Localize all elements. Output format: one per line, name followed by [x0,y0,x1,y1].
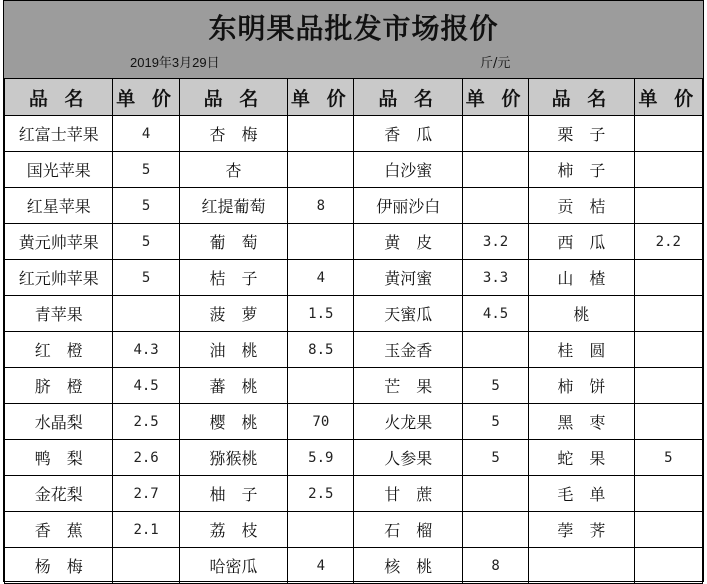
product-name-cell[interactable]: 火龙果 [354,404,462,440]
table-row [5,440,703,476]
table-row [5,332,703,368]
product-name-cell[interactable]: 玉金香 [354,332,462,368]
unit-price-cell[interactable] [462,332,528,368]
header-product-name[interactable]: 品 名 [529,79,634,116]
unit-price-cell[interactable]: 3.2 [462,224,528,260]
unit-price-cell[interactable]: 5 [462,368,528,404]
unit-price-cell[interactable] [634,512,702,548]
header-unit-price[interactable]: 单 价 [288,79,354,116]
unit-price-cell[interactable]: 5 [462,440,528,476]
unit-price-cell[interactable]: 2.5 [288,476,354,512]
product-name-cell[interactable]: 人参果 [354,440,462,476]
unit-price-cell[interactable] [113,548,179,584]
table-body [5,116,703,584]
price-table [4,78,703,584]
unit-price-cell[interactable]: 4.5 [113,368,179,404]
unit-price-cell[interactable]: 5.9 [288,440,354,476]
unit-price-cell[interactable]: 4.5 [462,296,528,332]
product-name-cell[interactable]: 蛇 果 [529,440,634,476]
price-unit: 斤/元 [480,56,511,71]
unit-price-cell[interactable]: 2.5 [113,404,179,440]
unit-price-cell[interactable] [462,116,528,152]
unit-price-cell[interactable]: 2.2 [634,224,702,260]
unit-price-cell[interactable] [634,260,702,296]
unit-price-cell[interactable]: 5 [113,188,179,224]
unit-price-cell[interactable]: 8.5 [288,332,354,368]
product-name-cell[interactable]: 黑 枣 [529,404,634,440]
unit-price-cell[interactable]: 2.7 [113,476,179,512]
product-name-cell[interactable]: 黄河蜜 [354,260,462,296]
unit-price-cell[interactable] [634,296,702,332]
unit-price-cell[interactable] [634,152,702,188]
header-product-name[interactable]: 品 名 [5,79,113,116]
unit-price-cell[interactable] [462,188,528,224]
product-name-cell[interactable]: 柚 子 [179,476,287,512]
unit-price-cell[interactable]: 4 [288,548,354,584]
product-name-cell[interactable]: 荸 荠 [529,512,634,548]
unit-price-cell[interactable]: 5 [634,440,702,476]
product-name-cell[interactable]: 蕃 桃 [179,368,287,404]
table-row [5,296,703,332]
product-name-cell[interactable]: 白沙蜜 [354,152,462,188]
unit-price-cell[interactable]: 5 [462,404,528,440]
unit-price-cell[interactable] [462,476,528,512]
product-name-cell[interactable]: 桃 [529,296,634,332]
unit-price-cell[interactable] [634,116,702,152]
unit-price-cell[interactable]: 4 [113,116,179,152]
unit-price-cell[interactable] [288,512,354,548]
sheet-title: 东明果品批发市场报价 [208,12,499,45]
product-name-cell[interactable]: 杏 梅 [179,116,287,152]
table-row [5,188,703,224]
unit-price-cell[interactable]: 2.1 [113,512,179,548]
product-name-cell[interactable]: 青苹果 [5,296,113,332]
unit-price-cell[interactable] [634,476,702,512]
product-name-cell[interactable]: 贡 桔 [529,188,634,224]
unit-price-cell[interactable] [634,548,702,584]
header-product-name[interactable]: 品 名 [354,79,462,116]
product-name-cell[interactable]: 核 桃 [354,548,462,584]
product-name-cell[interactable]: 鸭 梨 [5,440,113,476]
product-name-cell[interactable]: 甘 蔗 [354,476,462,512]
product-name-cell[interactable]: 红提葡萄 [179,188,287,224]
unit-price-cell[interactable]: 5 [113,260,179,296]
product-name-cell[interactable]: 樱 桃 [179,404,287,440]
unit-price-cell[interactable]: 5 [113,152,179,188]
product-name-cell[interactable]: 国光苹果 [5,152,113,188]
unit-price-cell[interactable] [288,368,354,404]
product-name-cell[interactable]: 栗 子 [529,116,634,152]
table-row [5,260,703,296]
header-unit-price[interactable]: 单 价 [634,79,702,116]
unit-price-cell[interactable] [462,152,528,188]
table-row [5,152,703,188]
table-row [5,476,703,512]
product-name-cell[interactable]: 红 橙 [5,332,113,368]
unit-price-cell[interactable]: 4.3 [113,332,179,368]
product-name-cell[interactable]: 西 瓜 [529,224,634,260]
product-name-cell[interactable]: 柿 饼 [529,368,634,404]
product-name-cell[interactable]: 菠 萝 [179,296,287,332]
product-name-cell[interactable]: 桔 子 [179,260,287,296]
unit-price-cell[interactable]: 5 [113,224,179,260]
product-name-cell[interactable]: 红富士苹果 [5,116,113,152]
unit-price-cell[interactable] [634,332,702,368]
unit-price-cell[interactable] [113,296,179,332]
product-name-cell[interactable]: 红星苹果 [5,188,113,224]
unit-price-cell[interactable]: 3.3 [462,260,528,296]
header-product-name[interactable]: 品 名 [179,79,287,116]
table-row [5,512,703,548]
unit-price-cell[interactable] [288,116,354,152]
unit-price-cell[interactable] [288,152,354,188]
product-name-cell[interactable]: 山 楂 [529,260,634,296]
table-row [5,404,703,440]
product-name-cell[interactable]: 水晶梨 [5,404,113,440]
product-name-cell[interactable]: 哈密瓜 [179,548,287,584]
header-unit-price[interactable]: 单 价 [462,79,528,116]
product-name-cell[interactable]: 桂 圆 [529,332,634,368]
unit-price-cell[interactable] [634,404,702,440]
product-name-cell[interactable]: 油 桃 [179,332,287,368]
table-row [5,548,703,584]
product-name-cell[interactable]: 红元帅苹果 [5,260,113,296]
product-name-cell[interactable]: 香 蕉 [5,512,113,548]
product-name-cell[interactable]: 天蜜瓜 [354,296,462,332]
unit-price-cell[interactable]: 70 [288,404,354,440]
product-name-cell[interactable]: 黄元帅苹果 [5,224,113,260]
unit-price-cell[interactable] [634,368,702,404]
product-name-cell[interactable]: 荔 枝 [179,512,287,548]
product-name-cell[interactable]: 毛 单 [529,476,634,512]
product-name-cell[interactable]: 香 瓜 [354,116,462,152]
product-name-cell[interactable]: 猕猴桃 [179,440,287,476]
product-name-cell[interactable]: 杨 梅 [5,548,113,584]
product-name-cell[interactable]: 金花梨 [5,476,113,512]
header-unit-price[interactable]: 单 价 [113,79,179,116]
unit-price-cell[interactable]: 2.6 [113,440,179,476]
price-sheet [3,0,704,582]
title-bar [4,1,703,79]
product-name-cell[interactable]: 脐 橙 [5,368,113,404]
product-name-cell[interactable]: 伊丽沙白 [354,188,462,224]
unit-price-cell[interactable] [462,512,528,548]
unit-price-cell[interactable] [634,188,702,224]
product-name-cell[interactable]: 黄 皮 [354,224,462,260]
product-name-cell[interactable]: 葡 萄 [179,224,287,260]
unit-price-cell[interactable]: 4 [288,260,354,296]
table-row [5,116,703,152]
unit-price-cell[interactable]: 8 [288,188,354,224]
header-row [5,79,703,116]
product-name-cell[interactable] [529,548,634,584]
unit-price-cell[interactable] [288,224,354,260]
report-date: 2019年3月29日 [130,55,220,70]
unit-price-cell[interactable]: 8 [462,548,528,584]
table-row [5,368,703,404]
table-row [5,224,703,260]
unit-price-cell[interactable]: 1.5 [288,296,354,332]
product-name-cell[interactable]: 石 榴 [354,512,462,548]
product-name-cell[interactable]: 柿 子 [529,152,634,188]
product-name-cell[interactable]: 杏 [179,152,287,188]
product-name-cell[interactable]: 芒 果 [354,368,462,404]
